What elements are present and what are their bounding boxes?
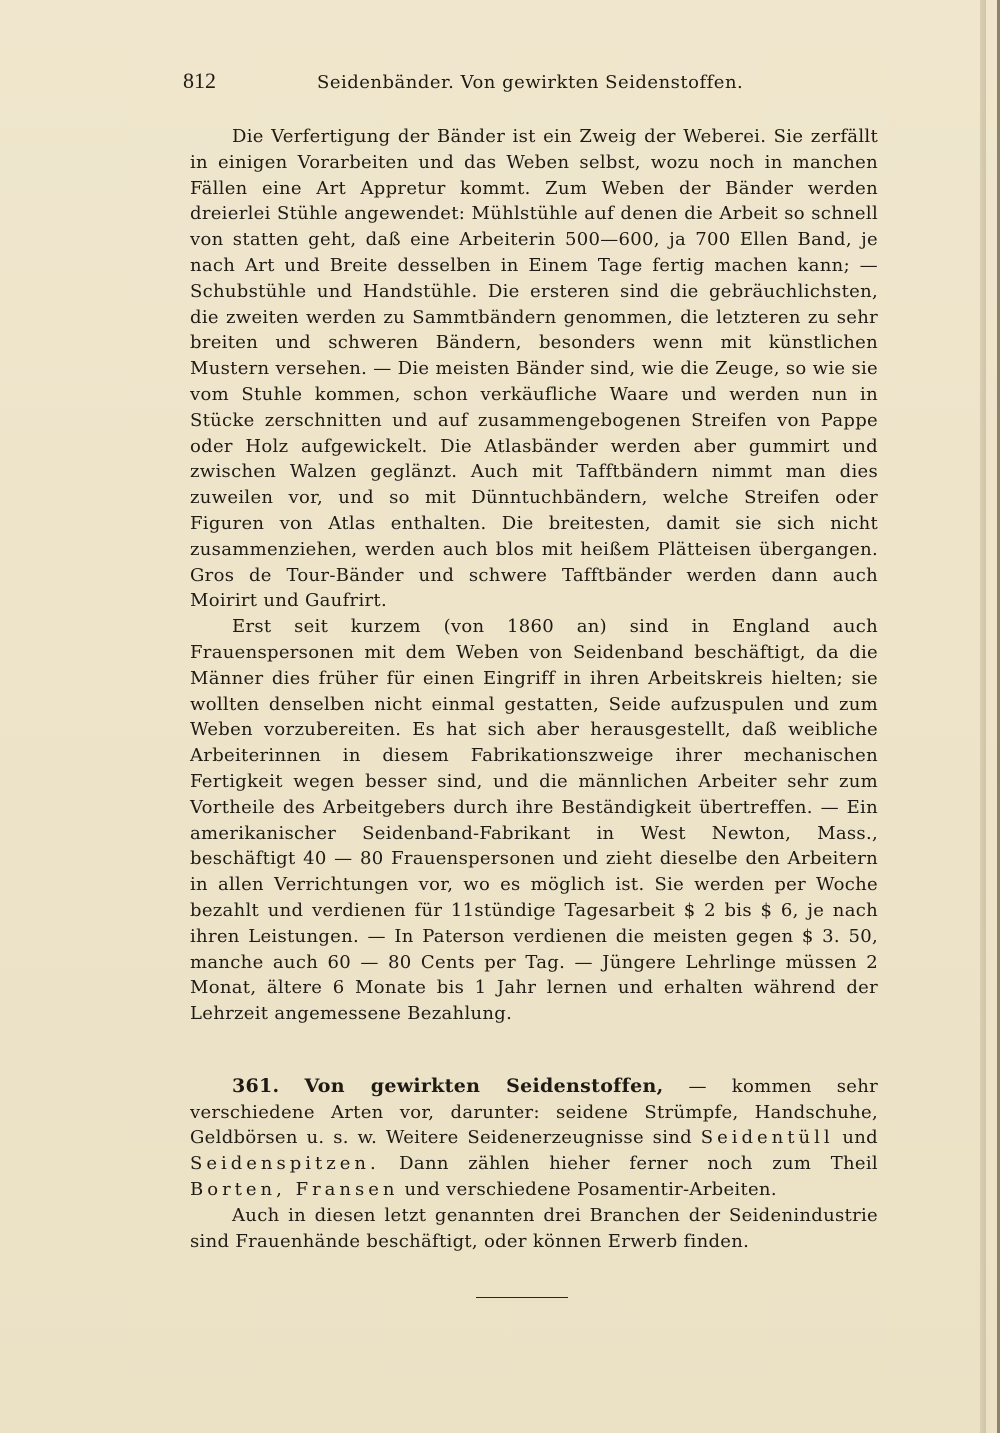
section-gap: [190, 1027, 878, 1074]
spaced-term-seidenspitzen: Seidenspitzen.: [190, 1153, 380, 1175]
running-title: Seidenbänder. Von gewirkten Seidenstoffen.: [317, 72, 744, 93]
page-edge-shadow: [980, 0, 986, 1433]
end-rule: [476, 1297, 568, 1298]
section-title: Von gewirkten Seidenstoffen,: [304, 1074, 664, 1097]
section-361-paragraph: [190, 1074, 878, 1203]
main-text: [190, 124, 878, 1254]
section-text-part: — kommen sehr verschiedene Arten vor, darunter: seidene Strümpfe, Handschuhe, Geldbörsen u. s. w. Weitere Seidenerzeugnisse sind: [190, 1075, 878, 1149]
paragraph-ribbon-making: Die Verfertigung der Bänder ist ein Zweig der Weberei. Sie zerfällt in einigen Vorarbeiten und das Weben selbst, wozu noch in manchen Fällen eine Art Appretur kommt. Zum Weben der Bänder werden dreierlei Stühle angewendet: Mühlstühle auf denen die Arbeit so schnell von statten geht, daß eine Arbeiterin 500—600, ja 700 Ellen Band, je nach Art und Breite desselben in Einem Tage fertig machen kann; — Schubstühle und Handstühle. Die ersteren sind die gebräuchlichsten, die zweiten werden zu Sammtbändern genommen, die letzteren zu sehr breiten und schweren Bändern, besonders wenn mit künstlichen Mustern versehen. — Die meisten Bänder sind, wie die Zeuge, so wie sie vom Stuhle kommen, schon verkäufliche Waare und werden nun in Stücke zerschnitten und auf zusammengebogenen Streifen von Pappe oder Holz aufgewickelt. Die Atlasbänder werden aber gummirt und zwischen Walzen geglänzt. Auch mit Tafftbändern nimmt man dies zuweilen vor, und so mit Dünntuchbändern, welche Streifen oder Figuren von Atlas enthalten. Die breitesten, damit sie sich nicht zusammenziehen, werden auch blos mit heißem Plätteisen übergangen. Gros de Tour-Bänder und schwere Tafftbänder werden dann auch Moirirt und Gaufrirt.: [190, 126, 878, 612]
section-number: 361.: [232, 1074, 280, 1097]
section-text-part: und: [833, 1127, 878, 1149]
spaced-term-seidentuell: Seidentüll: [700, 1127, 834, 1149]
section-text-part: und verschiedene Posamentir-Arbeiten.: [398, 1179, 777, 1201]
spaced-term-borten-fransen: Borten, Fransen: [190, 1179, 399, 1201]
page-header: [183, 68, 823, 104]
paragraph-women-workers: Erst seit kurzem (von 1860 an) sind in England auch Frauenspersonen mit dem Weben von Seidenband beschäftigt, da die Männer dies früher für einen Eingriff in ihren Arbeitskreis hielten; sie wollten denselben nicht einmal gestatten, Seide aufzuspulen und zum Weben vorzubereiten. Es hat sich aber herausgestellt, daß weibliche Arbeiterinnen in diesem Fabrikationszweige ihrer mechanischen Fertigkeit wegen besser sind, und die männlichen Arbeiter sehr zum Vortheile des Arbeitgebers durch ihre Beständigkeit übertreffen. — Ein amerikanischer Seidenband-Fabrikant in West Newton, Mass., beschäftigt 40 — 80 Frauenspersonen und zieht dieselbe den Arbeitern in allen Verrichtungen vor, wo es möglich ist. Sie werden per Woche bezahlt und verdienen für 11stündige Tagesarbeit $ 2 bis $ 6, je nach ihren Leistungen. — In Paterson verdienen die meisten gegen $ 3. 50, manche auch 60 — 80 Cents per Tag. — Jüngere Lehrlinge müssen 2 Monat, ältere 6 Monate bis 1 Jahr lernen und erhalten während der Lehrzeit angemessene Bezahlung.: [190, 616, 878, 1025]
section-text-part: Dann zählen hieher ferner noch zum Theil: [379, 1153, 878, 1175]
paragraph-branches: Auch in diesen letzt genannten drei Branchen der Seidenindustrie sind Frauenhände beschäftigt, oder können Erwerb finden.: [190, 1204, 878, 1252]
page-number: 812: [183, 68, 216, 93]
